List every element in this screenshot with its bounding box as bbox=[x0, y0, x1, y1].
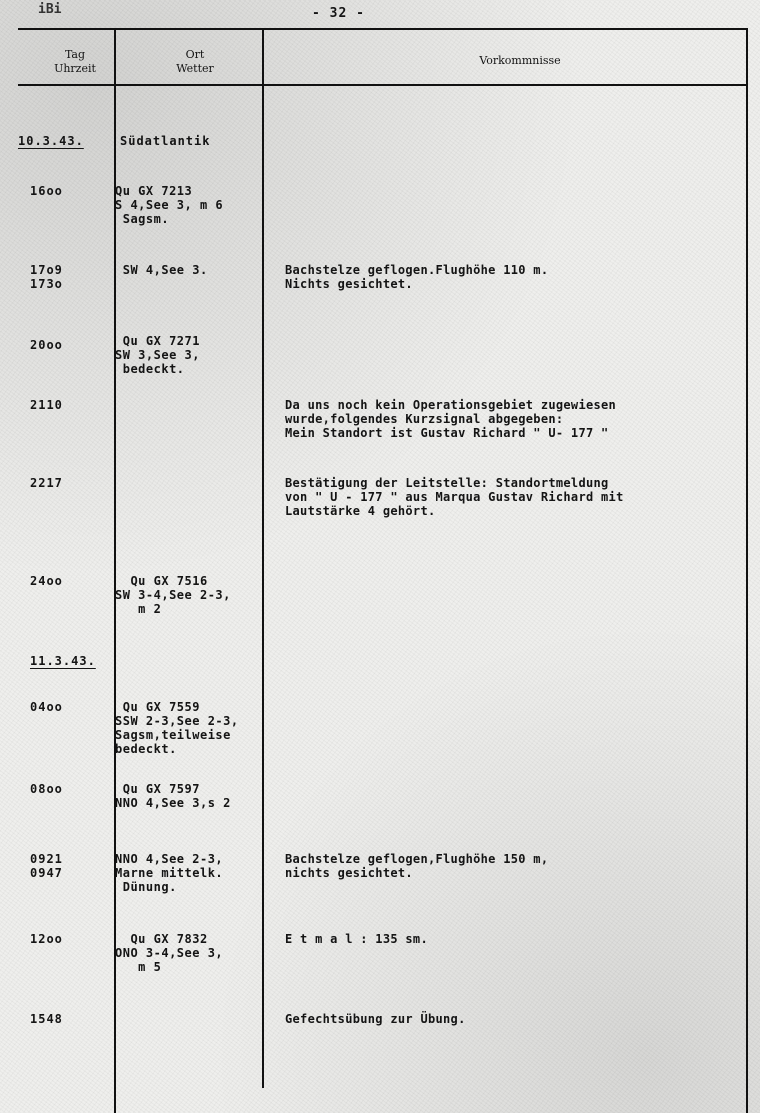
table-right-rule bbox=[746, 28, 748, 1113]
date-heading: 10.3.43. bbox=[18, 134, 84, 148]
entry-location-weather: Qu GX 7516 SW 3-4,See 2-3, m 2 bbox=[115, 574, 231, 616]
header-vorkommnisse: Vorkommnisse bbox=[479, 54, 561, 67]
entry-time: 12oo bbox=[30, 932, 63, 946]
entry-event: Bachstelze geflogen,Flughöhe 150 m, nichts gesichtet. bbox=[285, 852, 549, 880]
header-tag: Tag bbox=[64, 48, 86, 61]
entry-location-weather: Qu GX 7597 NNO 4,See 3,s 2 bbox=[115, 782, 231, 810]
entry-time: 24oo bbox=[30, 574, 63, 588]
entry-event: Bachstelze geflogen.Flughöhe 110 m. Nichts gesichtet. bbox=[285, 263, 549, 291]
entry-time: 1548 bbox=[30, 1012, 63, 1026]
table-top-rule bbox=[18, 28, 748, 30]
entry-time: 08oo bbox=[30, 782, 63, 796]
entry-location-weather: Qu GX 7213 S 4,See 3, m 6 Sagsm. bbox=[115, 184, 224, 226]
entry-time: 16oo bbox=[30, 184, 63, 198]
entry-location-weather: SW 4,See 3. bbox=[115, 263, 208, 277]
date-heading: 11.3.43. bbox=[30, 654, 96, 668]
header-ort-wetter bbox=[150, 48, 240, 76]
entry-location-weather: Qu GX 7271 SW 3,See 3, bedeckt. bbox=[115, 334, 200, 376]
header-wetter: Wetter bbox=[176, 62, 214, 75]
column-divider-2 bbox=[262, 28, 264, 1088]
corner-mark: iBi bbox=[38, 2, 62, 17]
entry-event: Bestätigung der Leitstelle: Standortmeldung von " U - 177 " aus Marqua Gustav Richard mit Lautstärke 4 gehört. bbox=[285, 476, 624, 518]
entry-location-weather: Qu GX 7559 SSW 2-3,See 2-3, Sagsm,teilweise bedeckt. bbox=[115, 700, 239, 756]
region-heading: Südatlantik bbox=[120, 134, 211, 148]
entry-location-weather: Qu GX 7832 ONO 3-4,See 3, m 5 bbox=[115, 932, 224, 974]
entry-time: 2110 bbox=[30, 398, 63, 412]
header-bottom-rule bbox=[18, 84, 748, 86]
entry-time: 17o9 173o bbox=[30, 263, 63, 291]
page-number: - 32 - bbox=[312, 6, 365, 21]
entry-time: 04oo bbox=[30, 700, 63, 714]
entry-event: Gefechtsübung zur Übung. bbox=[285, 1012, 466, 1026]
entry-time: 20oo bbox=[30, 338, 63, 352]
entry-event: Da uns noch kein Operationsgebiet zugewiesen wurde,folgendes Kurzsignal abgegeben: Mein Standort ist Gustav Richard " U- 177 " bbox=[285, 398, 617, 440]
entry-location-weather: NNO 4,See 2-3, Marne mittelk. Dünung. bbox=[115, 852, 224, 894]
header-ort: Ort bbox=[185, 48, 205, 61]
header-uhrzeit: Uhrzeit bbox=[54, 62, 96, 75]
entry-time: 0921 0947 bbox=[30, 852, 63, 880]
entry-event: E t m a l : 135 sm. bbox=[285, 932, 428, 946]
entry-time: 2217 bbox=[30, 476, 63, 490]
header-tag-uhrzeit bbox=[40, 48, 110, 76]
